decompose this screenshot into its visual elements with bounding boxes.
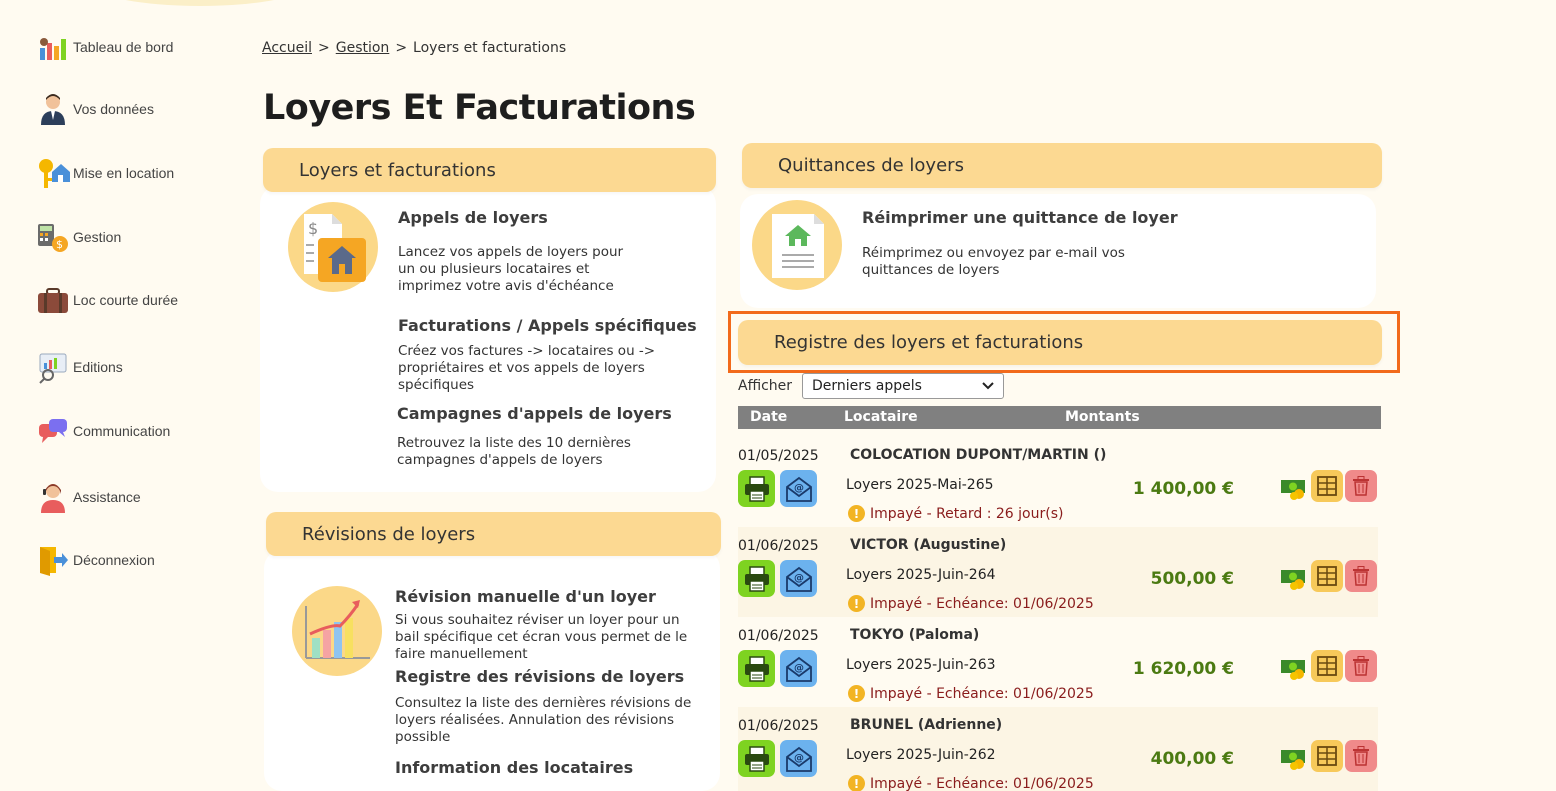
- money-icon: [1280, 747, 1308, 771]
- sidebar-item-communication[interactable]: [36, 414, 170, 448]
- campagnes-appels-desc: Retrouvez la liste des 10 dernières campagnes d'appels de loyers: [397, 435, 631, 468]
- suitcase-icon: [36, 283, 70, 317]
- column-tenant: Locataire: [844, 409, 918, 425]
- sidebar-item-label: Assistance: [73, 489, 141, 505]
- row-reference: Loyers 2025-Mai-265: [846, 477, 994, 493]
- report-icon: [36, 350, 70, 384]
- warning-icon: !: [848, 775, 865, 791]
- sidebar-item-logout[interactable]: [36, 543, 155, 577]
- sidebar-item-label: Gestion: [73, 229, 122, 245]
- row-date: 01/05/2025: [738, 448, 819, 464]
- payment-button[interactable]: [1280, 567, 1308, 591]
- email-button[interactable]: [780, 560, 817, 597]
- delete-button[interactable]: [1345, 470, 1377, 502]
- row-date: 01/06/2025: [738, 628, 819, 644]
- sidebar-item-assistance[interactable]: [36, 480, 141, 514]
- row-tenant[interactable]: TOKYO (Paloma): [850, 627, 980, 643]
- money-icon: [1280, 567, 1308, 591]
- svg-text:@: @: [793, 662, 804, 674]
- svg-text:@: @: [793, 572, 804, 584]
- filter-selected-value: Derniers appels: [812, 378, 922, 394]
- loyers-section-header: Loyers et facturations: [263, 148, 716, 192]
- sidebar-item-rental[interactable]: [36, 156, 174, 190]
- delete-button[interactable]: [1345, 740, 1377, 772]
- warning-icon: !: [848, 685, 865, 702]
- filter-select[interactable]: [802, 373, 1004, 399]
- sidebar-item-label: Loc courte durée: [73, 292, 179, 308]
- trash-icon: [1352, 746, 1370, 766]
- calculator-icon: [1317, 476, 1337, 496]
- payment-button[interactable]: [1280, 657, 1308, 681]
- row-status: [848, 775, 1094, 791]
- registre-section-header: Registre des loyers et facturations: [738, 320, 1382, 365]
- column-amounts: Montants: [1065, 409, 1140, 425]
- email-icon: [784, 475, 814, 503]
- registre-revisions-link[interactable]: Registre des révisions de loyers: [395, 667, 685, 686]
- row-status: [848, 685, 1094, 702]
- printer-icon: [743, 746, 771, 772]
- payment-button[interactable]: [1280, 747, 1308, 771]
- email-icon: [784, 655, 814, 683]
- calculator-icon: [36, 220, 70, 254]
- filter-label: Afficher: [738, 378, 793, 394]
- revisions-section-header: Révisions de loyers: [266, 512, 721, 556]
- breadcrumb-separator: >: [395, 40, 408, 56]
- print-button[interactable]: [738, 470, 775, 507]
- row-reference: Loyers 2025-Juin-263: [846, 657, 996, 673]
- breadcrumb: [262, 40, 566, 56]
- row-tenant[interactable]: COLOCATION DUPONT/MARTIN (): [850, 447, 1107, 463]
- breadcrumb-gestion-link[interactable]: Gestion: [335, 40, 390, 56]
- sidebar-item-label: Vos données: [73, 101, 154, 117]
- breadcrumb-current: Loyers et facturations: [413, 40, 567, 56]
- row-amount: 1 620,00 €: [1132, 659, 1234, 679]
- sidebar-item-gestion[interactable]: [36, 220, 121, 254]
- receipt-icon: [752, 200, 842, 290]
- trash-icon: [1352, 476, 1370, 496]
- registre-highlight-box: [728, 311, 1400, 373]
- row-status-text: Impayé - Echéance: 01/06/2025: [870, 595, 1094, 612]
- reimprimer-quittance-link[interactable]: Réimprimer une quittance de loyer: [862, 208, 1178, 227]
- revision-manuelle-desc: Si vous souhaitez réviser un loyer pour un bail spécifique cet écran vous permet de le faire manuellement: [395, 612, 688, 662]
- calculate-button[interactable]: [1311, 740, 1343, 772]
- trash-icon: [1352, 566, 1370, 586]
- appels-loyers-desc: Lancez vos appels de loyers pour un ou plusieurs locataires et imprimez votre avis d'échéance: [398, 244, 624, 294]
- svg-text:$: $: [308, 219, 319, 238]
- row-date: 01/06/2025: [738, 718, 819, 734]
- row-status-text: Impayé - Echéance: 01/06/2025: [870, 775, 1094, 791]
- campagnes-appels-link[interactable]: Campagnes d'appels de loyers: [397, 404, 672, 423]
- svg-text:$: $: [56, 238, 63, 251]
- house-key-icon: [36, 156, 70, 190]
- sidebar-item-data[interactable]: [36, 92, 154, 126]
- payment-button[interactable]: [1280, 477, 1308, 501]
- table-row: [738, 617, 1378, 707]
- column-date: Date: [750, 409, 788, 425]
- row-reference: Loyers 2025-Juin-264: [846, 567, 996, 583]
- row-amount: 400,00 €: [1150, 749, 1234, 769]
- sidebar-item-short-stay[interactable]: [36, 283, 178, 317]
- calculator-icon: [1317, 566, 1337, 586]
- support-agent-icon: [36, 480, 70, 514]
- calculate-button[interactable]: [1311, 560, 1343, 592]
- email-button[interactable]: [780, 740, 817, 777]
- sidebar-item-label: Communication: [73, 423, 171, 439]
- print-button[interactable]: [738, 560, 775, 597]
- row-reference: Loyers 2025-Juin-262: [846, 747, 996, 763]
- email-button[interactable]: [780, 650, 817, 687]
- sidebar-item-label: Mise en location: [73, 165, 175, 181]
- row-status: [848, 505, 1063, 522]
- row-status: [848, 595, 1094, 612]
- dashboard-icon: [36, 30, 70, 64]
- calculate-button[interactable]: [1311, 650, 1343, 682]
- calculate-button[interactable]: [1311, 470, 1343, 502]
- revision-manuelle-link[interactable]: Révision manuelle d'un loyer: [395, 587, 656, 606]
- row-tenant[interactable]: BRUNEL (Adrienne): [850, 717, 1003, 733]
- email-icon: [784, 565, 814, 593]
- breadcrumb-separator: >: [318, 40, 330, 56]
- table-row: [738, 527, 1378, 617]
- delete-button[interactable]: [1345, 560, 1377, 592]
- table-header: [738, 406, 1381, 429]
- printer-icon: [743, 476, 771, 502]
- sidebar-item-label: Déconnexion: [73, 552, 155, 568]
- table-row: [738, 707, 1378, 791]
- trash-icon: [1352, 656, 1370, 676]
- breadcrumb-home-link[interactable]: Accueil: [262, 40, 312, 56]
- calculator-icon: [1317, 746, 1337, 766]
- information-locataires-link[interactable]: Information des locataires: [395, 758, 634, 777]
- delete-button[interactable]: [1345, 650, 1377, 682]
- row-tenant[interactable]: VICTOR (Augustine): [850, 537, 1007, 553]
- email-button[interactable]: [780, 470, 817, 507]
- facturations-specifiques-link[interactable]: Facturations / Appels spécifiques: [398, 316, 697, 335]
- registre-revisions-desc: Consultez la liste des dernières révisions de loyers réalisées. Annulation des révisions possible: [395, 695, 692, 745]
- quittances-section-header: Quittances de loyers: [742, 143, 1382, 188]
- sidebar-item-editions[interactable]: [36, 350, 123, 384]
- sidebar-item-label: Editions: [73, 359, 123, 375]
- table-row: [738, 437, 1378, 527]
- print-button[interactable]: [738, 740, 775, 777]
- chevron-down-icon: [982, 378, 994, 394]
- money-icon: [1280, 657, 1308, 681]
- money-icon: [1280, 477, 1308, 501]
- row-status-text: Impayé - Retard : 26 jour(s): [870, 505, 1064, 522]
- reimprimer-quittance-desc: Réimprimez ou envoyez par e-mail vos quittances de loyers: [862, 245, 1125, 278]
- sidebar-item-dashboard[interactable]: [36, 30, 173, 64]
- sidebar-item-label: Tableau de bord: [73, 39, 174, 55]
- row-date: 01/06/2025: [738, 538, 819, 554]
- invoice-house-icon: [288, 202, 378, 292]
- row-amount: 500,00 €: [1150, 569, 1234, 589]
- chart-growth-icon: [292, 586, 382, 676]
- email-icon: [784, 745, 814, 773]
- sidebar: [0, 0, 240, 791]
- row-amount: 1 400,00 €: [1132, 479, 1234, 499]
- row-status-text: Impayé - Echéance: 01/06/2025: [870, 685, 1094, 702]
- page-title: Loyers Et Facturations: [263, 88, 696, 128]
- warning-icon: !: [848, 505, 865, 522]
- svg-text:@: @: [793, 482, 804, 494]
- svg-text:@: @: [793, 752, 804, 764]
- appels-loyers-link[interactable]: Appels de loyers: [398, 208, 548, 227]
- print-button[interactable]: [738, 650, 775, 687]
- logout-icon: [36, 543, 70, 577]
- user-icon: [36, 92, 70, 126]
- printer-icon: [743, 566, 771, 592]
- chat-icon: [36, 414, 70, 448]
- facturations-specifiques-desc: Créez vos factures -> locataires ou -> propriétaires et vos appels de loyers spécifiques: [398, 343, 656, 393]
- warning-icon: !: [848, 595, 865, 612]
- printer-icon: [743, 656, 771, 682]
- calculator-icon: [1317, 656, 1337, 676]
